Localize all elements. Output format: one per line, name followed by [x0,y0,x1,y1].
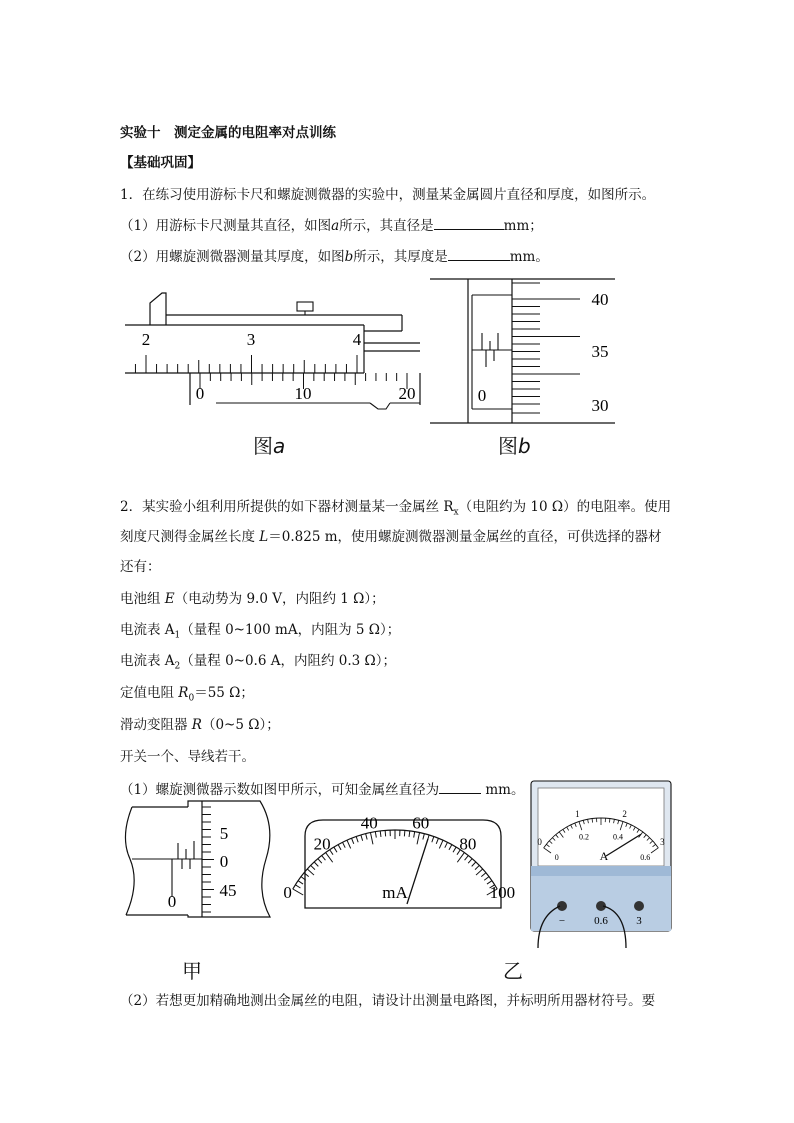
page-title: 实验十 测定金属的电阻率对点训练 [120,125,336,141]
figure-jia-caption: 甲 [182,959,202,983]
meter-tick [385,830,386,836]
ammeter-tick [609,819,610,823]
ammeter-lower-label-0: 0 [554,853,559,863]
meter-label-20: 20 [313,834,331,854]
figure-yi-caption: 乙 [503,959,523,983]
thimble-scale-ticks [512,283,580,413]
main-scale-label-2: 2 [141,330,151,349]
q1-part2-var: b [344,249,354,265]
terminal-label-0-6: 0.6 [594,915,608,927]
ammeter-upper-label-3: 3 [660,836,665,847]
equipment-battery: 电池组 E（电动势为 9.0 V，内阻约 1 Ω）； [120,591,385,607]
main-scale-label-3: 3 [246,330,256,349]
ammeter-upper-label-1: 1 [575,808,580,819]
q2-stem-line2: 刻度尺测得金属丝长度 L＝0.825 m，使用螺旋测微器测量金属丝的直径，可供选择的器材 [120,529,662,545]
equipment-ammeter-a1: 电流表 $A_1$（量程 0~100 mA，内阻为 5 Ω）； [120,622,401,641]
ammeter-upper-label-0: 0 [537,836,542,847]
thimble-label-40: 40 [591,290,609,309]
ammeter-lower-label-0.6: 0.6 [640,853,651,863]
meter-label-80: 80 [459,834,477,854]
q1-part1-blank[interactable] [434,216,504,230]
q1-stem: 1．在练习使用游标卡尺和螺旋测微器的实验中，测量某金属圆片直径和厚度，如图所示。 [120,187,656,203]
q2-part2: （2）若想更加精确地测出金属丝的电阻，请设计出测量电路图，并标明所用器材符号。要 [120,993,656,1009]
equipment-resistor-r0: 定值电阻 $R_0=55$ Ω； [120,685,254,704]
equipment-switch-wires: 开关一个、导线若干。 [120,749,255,765]
meter-label-40: 40 [360,813,378,833]
vernier-label-10: 10 [294,384,312,403]
sleeve-label: 0 [477,386,487,405]
sleeve-label-jia: 0 [167,892,177,911]
thimble-label-5: 5 [219,824,229,843]
q1-part1 [120,216,543,235]
figure-b-caption: 图b [498,434,531,458]
caliper-screw [297,302,313,311]
q1-part2-mid: 所示，其厚度是 [353,249,448,265]
terminal-3[interactable] [634,901,644,911]
q2-stem-line3: 还有： [120,559,161,575]
q1-part1-unit: mm； [503,218,543,234]
q1-part2-text: （2）用螺旋测微器测量其厚度，如图 [120,249,345,265]
thimble-label-45: 45 [219,881,237,900]
ammeter-upper-label-2: 2 [622,808,627,819]
meter-label-60: 60 [412,813,430,833]
meter-tick [295,885,300,888]
meter-label-0: 0 [283,883,292,902]
q2-stem-line1: 2．某实验小组利用所提供的如下器材测量某一金属丝 $R_x$（电阻约为 10 Ω）的电阻率。使用 [120,499,672,518]
meter-unit: mA [382,883,408,902]
q1-part1-var: a [331,218,340,234]
q2-part1: （1）螺旋测微器示数如图甲所示，可知金属丝直径为 mm。 [120,782,525,798]
q1-part2 [120,247,549,266]
q1-part2-unit: mm。 [509,249,549,265]
ammeter-figure-yi [530,780,672,950]
equipment-ammeter-a2: 电流表 $A_2$（量程 0~0.6 A，内阻约 0.3 Ω）； [120,653,396,672]
q1-part1-mid: 所示，其直径是 [339,218,434,234]
q1-part1-text: （1）用游标卡尺测量其直径，如图 [120,218,332,234]
thimble-label-35: 35 [591,342,609,361]
terminal-label-negative: − [558,915,566,927]
vernier-caliper-figure [120,285,440,415]
ammeter-tick [592,819,593,823]
section-heading: 【基础巩固】 [120,155,201,171]
q2-part1-blank[interactable] [439,780,481,794]
vernier-label-20: 20 [398,384,416,403]
caliper-jaw [150,293,166,325]
figure-a-caption: 图a [253,434,286,458]
ammeter-lower-label-0.2: 0.2 [579,832,590,842]
terminal-label-3: 3 [636,915,642,927]
meter-label-100: 100 [489,883,516,902]
micrometer-figure-b [430,275,620,423]
micrometer-figure-jia [118,797,278,922]
thimble-scale-ticks-jia [202,807,214,912]
ammeter-unit: A [599,849,609,863]
ammeter-lower-label-0.4: 0.4 [612,832,623,842]
thimble-label-30: 30 [591,396,609,415]
q1-part2-blank[interactable] [448,247,510,261]
thimble-label-0: 0 [219,852,229,871]
main-scale-ticks [135,355,357,373]
main-scale-label-4: 4 [352,330,362,349]
meter-tick [298,881,303,884]
milliammeter-figure [283,813,516,910]
equipment-rheostat: 滑动变阻器 R（0~5 Ω）； [120,717,280,733]
meter-tick [404,830,405,836]
meter-tick [293,889,303,895]
vernier-label-0: 0 [195,384,205,403]
